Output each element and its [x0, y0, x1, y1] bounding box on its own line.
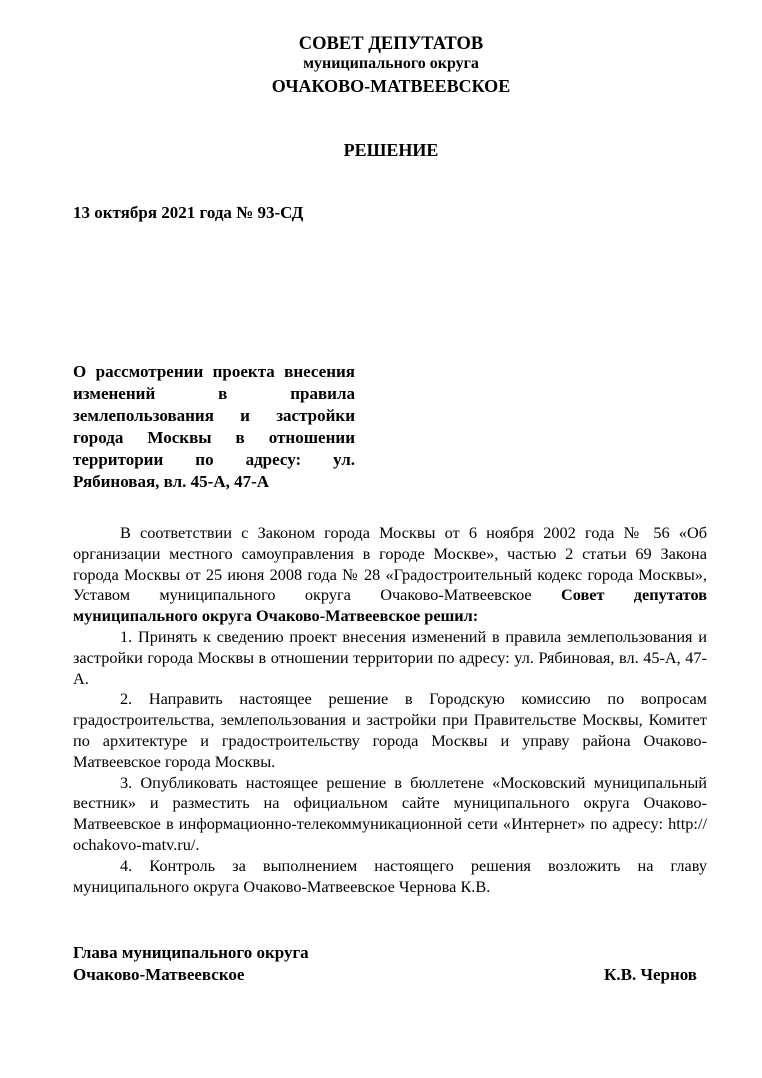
- preamble-paragraph: [73, 523, 707, 627]
- decision-item-3: 3. Опубликовать настоящее решение в бюллетене «Московский муниципальный вестник» и разместить на официальном сайте муниципального округа Очаково-Матвеевское в информационно-телекоммуникационной сети «Интернет» по адресу: http:// ochakovo-matv.ru/.: [73, 772, 707, 854]
- decision-item-1: 1. Принять к сведению проект внесения изменений в правила землепользования и застройки города Москвы в отношении территории по адресу: ул. Рябиновая, вл. 45-А, 47-А.: [73, 626, 707, 688]
- decision-item-2: 2. Направить настоящее решение в Городскую комиссию по вопросам градостроительства, землепользования и застройки при Правительстве Москвы, Комитет по архитектуре и градостроительству города Москвы и управу района Очаково-Матвеевское города Москвы.: [73, 689, 707, 771]
- signature-block: [73, 942, 707, 986]
- date-and-number: 13 октября 2021 года № 93-СД: [73, 203, 304, 222]
- document-type: РЕШЕНИЕ: [343, 140, 439, 160]
- signatory-name: К.В. Чернов: [604, 965, 697, 984]
- council-subtitle: муниципального округа: [303, 55, 479, 72]
- decision-item-4: 4. Контроль за выполнением настоящего решения возложить на главу муниципального округа Очаково-Матвеевское Чернова К.В.: [73, 855, 707, 896]
- preamble-text: В соответствии с Законом города Москвы от 6 ноября 2002 года № 56 «Об организации местного самоуправления в городе Москве», частью 2 статьи 69 Закона города Москвы от 25 июня 2008 года № 28 «Градостроительный кодекс города Москвы», Уставом муниципального округа Очаково-Матвеевское: [73, 523, 707, 605]
- decision-subject: О рассмотрении проекта внесения изменений в правила землепользования и застройки города Москвы в отношении территории по адресу: ул. Рябиновая, вл. 45-А, 47-А: [73, 362, 355, 491]
- decision-body: [73, 523, 707, 897]
- district-name: ОЧАКОВО-МАТВЕЕВСКОЕ: [271, 76, 511, 96]
- council-title: СОВЕТ ДЕПУТАТОВ: [298, 34, 484, 54]
- signatory-title: Глава муниципального округа: [73, 943, 309, 962]
- signatory-district: Очаково-Матвеевское: [73, 965, 245, 984]
- preamble-resolution: Совет депутатов муниципального округа Очаково-Матвеевское решил:: [73, 585, 707, 626]
